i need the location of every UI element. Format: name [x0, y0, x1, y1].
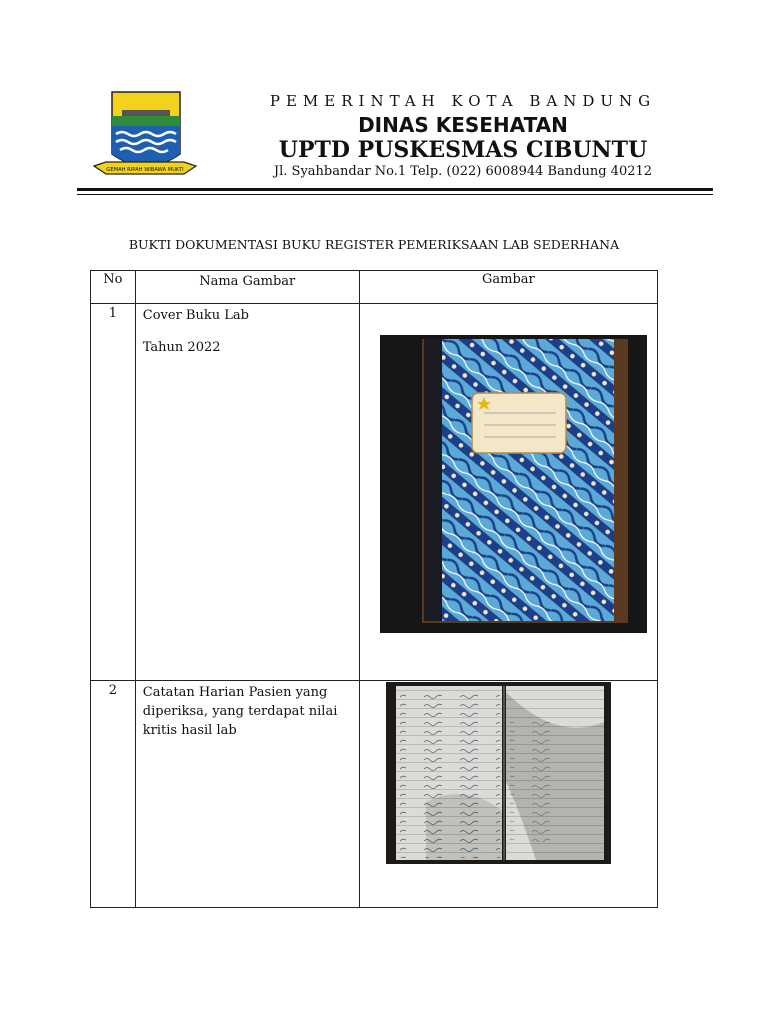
row-name	[135, 681, 359, 908]
row-name-line: Tahun 2022	[142, 340, 221, 355]
row-name-line: Catatan Harian Pasien yang diperiksa, yang terdapat nilai kritis hasil lab	[142, 685, 338, 738]
header-no: No	[91, 271, 136, 304]
table-row	[91, 304, 658, 681]
document-title: BUKTI DOKUMENTASI BUKU REGISTER PEMERIKSAAN LAB SEDERHANA	[128, 237, 620, 252]
header-name: Nama Gambar	[135, 271, 359, 304]
government-line: PEMERINTAH KOTA BANDUNG	[269, 92, 657, 110]
header-rule-thin	[77, 194, 713, 195]
unit-line: UPTD PUSKESMAS CIBUNTU	[278, 137, 648, 163]
header-rule-thick	[77, 188, 713, 191]
row-image-cell	[359, 681, 657, 908]
row-name-line: Cover Buku Lab	[142, 308, 249, 323]
row-name	[135, 304, 359, 681]
header-image: Gambar	[359, 271, 657, 304]
row-number: 1	[91, 304, 136, 681]
department-line: DINAS KESEHATAN	[358, 113, 568, 137]
documentation-table	[90, 270, 658, 908]
open-register-book-photo	[386, 682, 611, 864]
bandung-city-logo	[92, 90, 198, 182]
table-row	[91, 681, 658, 908]
logo-motto: GEMAH RIPAH WIBAWA MUKTI	[106, 167, 184, 173]
table-header-row	[91, 271, 658, 304]
address-line: Jl. Syahbandar No.1 Telp. (022) 6008944 Bandung 40212	[273, 164, 653, 179]
row-image-cell	[359, 304, 657, 681]
batik-cover-book-photo	[380, 335, 647, 633]
row-number: 2	[91, 681, 136, 908]
